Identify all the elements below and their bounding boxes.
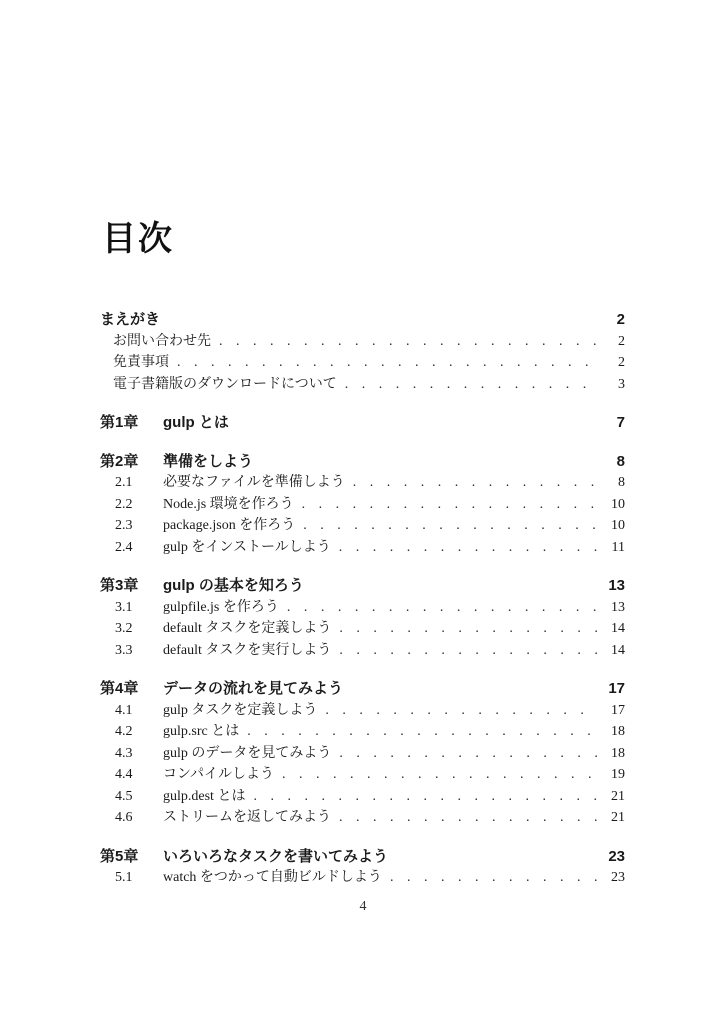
- toc-entry-label: 免責事項: [113, 355, 169, 370]
- dot-leader: [345, 374, 597, 396]
- dot-leader: [177, 352, 597, 374]
- toc-item-row: [100, 618, 625, 640]
- toc-entry-page: 17: [608, 680, 625, 697]
- toc-item-row: [100, 494, 625, 516]
- toc-item-row: [100, 515, 625, 537]
- toc-entry-page: 2: [618, 355, 625, 370]
- toc-chapter-number: 第3章: [100, 577, 139, 594]
- toc-chapter-number: 第5章: [100, 847, 139, 865]
- toc-entry-label: gulp.src とは: [163, 724, 240, 739]
- toc-entry-page: 19: [611, 767, 625, 782]
- toc-entry-label: 必要なファイルを準備しよう: [163, 475, 345, 490]
- toc-item-row: [100, 700, 625, 722]
- toc-entry-label: default タスクを定義しよう: [163, 621, 332, 636]
- toc-section-number: 4.2: [115, 724, 133, 739]
- toc-entry-page: 7: [616, 414, 625, 431]
- dot-leader: [390, 867, 597, 889]
- toc-entry-label: まえがき: [100, 311, 161, 328]
- toc-item-row: [100, 537, 625, 559]
- table-of-contents: [100, 309, 625, 889]
- toc-item-row: [113, 331, 625, 353]
- toc-item-row: [113, 374, 625, 396]
- toc-chapter-row: [100, 451, 625, 473]
- toc-entry-page: 21: [611, 810, 625, 825]
- toc-item-row: [100, 743, 625, 765]
- toc-item-row: [100, 807, 625, 829]
- dot-leader: [339, 537, 597, 559]
- toc-entry-page: 10: [611, 518, 625, 533]
- toc-item-row: [100, 867, 625, 889]
- dot-leader: [325, 700, 597, 722]
- dot-leader: [339, 640, 597, 662]
- toc-entry-page: 8: [618, 475, 625, 490]
- toc-entry-page: 2: [616, 311, 625, 328]
- toc-section-number: 4.3: [115, 745, 133, 761]
- toc-entry-label: package.json を作ろう: [163, 518, 296, 533]
- toc-entry-page: 18: [611, 745, 625, 761]
- toc-item-row: [100, 721, 625, 743]
- toc-entry-label: データの流れを見てみよう: [163, 680, 344, 697]
- dot-leader: [302, 494, 597, 516]
- toc-entry-page: 23: [608, 847, 625, 865]
- toc-entry-page: 18: [611, 724, 625, 739]
- toc-entry-page: 17: [611, 702, 625, 718]
- toc-entry-label: gulp とは: [163, 414, 229, 431]
- dot-leader: [287, 597, 597, 619]
- dot-leader: [247, 721, 597, 743]
- toc-entry-label: 電子書籍版のダウンロードについて: [113, 376, 337, 392]
- toc-entry-page: 23: [611, 870, 625, 885]
- toc-item-row: [100, 764, 625, 786]
- dot-leader: [303, 515, 597, 537]
- toc-entry-page: 11: [611, 539, 625, 555]
- toc-entry-label: いろいろなタスクを書いてみよう: [163, 847, 389, 865]
- toc-entry-page: 10: [611, 496, 625, 512]
- dot-leader: [253, 786, 597, 808]
- toc-section-number: 2.4: [115, 539, 133, 555]
- toc-section-number: 4.4: [115, 767, 133, 782]
- toc-section-number: 2.2: [115, 496, 133, 512]
- toc-chapter-row: [100, 678, 625, 700]
- toc-entry-label: gulp タスクを定義しよう: [163, 702, 318, 718]
- toc-entry-page: 21: [611, 788, 625, 804]
- toc-entry-page: 14: [611, 642, 625, 658]
- toc-section-number: 2.1: [115, 475, 133, 490]
- toc-entry-label: Node.js 環境を作ろう: [163, 496, 294, 512]
- toc-section-number: 5.1: [115, 870, 133, 885]
- toc-entry-label: gulp の基本を知ろう: [163, 577, 304, 594]
- toc-item-row: [113, 352, 625, 374]
- toc-chapter-row: [100, 846, 625, 868]
- toc-entry-label: コンパイルしよう: [163, 767, 275, 782]
- toc-entry-label: gulpfile.js を作ろう: [163, 599, 279, 615]
- toc-entry-label: watch をつかって自動ビルドしよう: [163, 870, 382, 885]
- dot-leader: [219, 331, 597, 353]
- toc-section-number: 4.5: [115, 788, 133, 804]
- toc-section-number: 4.1: [115, 702, 133, 718]
- toc-entry-label: gulp をインストールしよう: [163, 539, 331, 555]
- toc-item-row: [100, 640, 625, 662]
- dot-leader: [339, 807, 597, 829]
- toc-chapter-number: 第1章: [100, 414, 139, 431]
- toc-section-number: 3.3: [115, 642, 133, 658]
- toc-entry-page: 13: [608, 577, 625, 594]
- toc-chapter-row: [100, 412, 625, 434]
- toc-entry-page: 14: [611, 621, 625, 636]
- toc-item-row: [100, 597, 625, 619]
- toc-item-row: [100, 786, 625, 808]
- dot-leader: [282, 764, 597, 786]
- toc-front-matter-row: [100, 309, 625, 331]
- toc-section-number: 3.1: [115, 599, 133, 615]
- dot-leader: [339, 743, 597, 765]
- page-title: 目次: [102, 219, 174, 258]
- toc-chapter-number: 第2章: [100, 452, 139, 470]
- toc-section-number: 3.2: [115, 621, 133, 636]
- toc-entry-label: gulp.dest とは: [163, 788, 246, 804]
- toc-entry-label: お問い合わせ先: [113, 333, 211, 349]
- toc-chapter-number: 第4章: [100, 680, 139, 697]
- toc-entry-page: 3: [618, 376, 625, 392]
- toc-entry-page: 2: [618, 333, 625, 349]
- toc-entry-label: 準備をしよう: [163, 452, 254, 470]
- toc-entry-page: 8: [616, 452, 625, 470]
- toc-entry-label: default タスクを実行しよう: [163, 642, 332, 658]
- dot-leader: [353, 472, 597, 494]
- toc-entry-label: ストリームを返してみよう: [163, 810, 331, 825]
- toc-section-number: 2.3: [115, 518, 133, 533]
- toc-entry-page: 13: [611, 599, 625, 615]
- dot-leader: [339, 618, 597, 640]
- toc-entry-label: gulp のデータを見てみよう: [163, 745, 332, 761]
- footer-page-number: 4: [359, 899, 367, 914]
- toc-section-number: 4.6: [115, 810, 133, 825]
- toc-chapter-row: [100, 575, 625, 597]
- toc-item-row: [100, 472, 625, 494]
